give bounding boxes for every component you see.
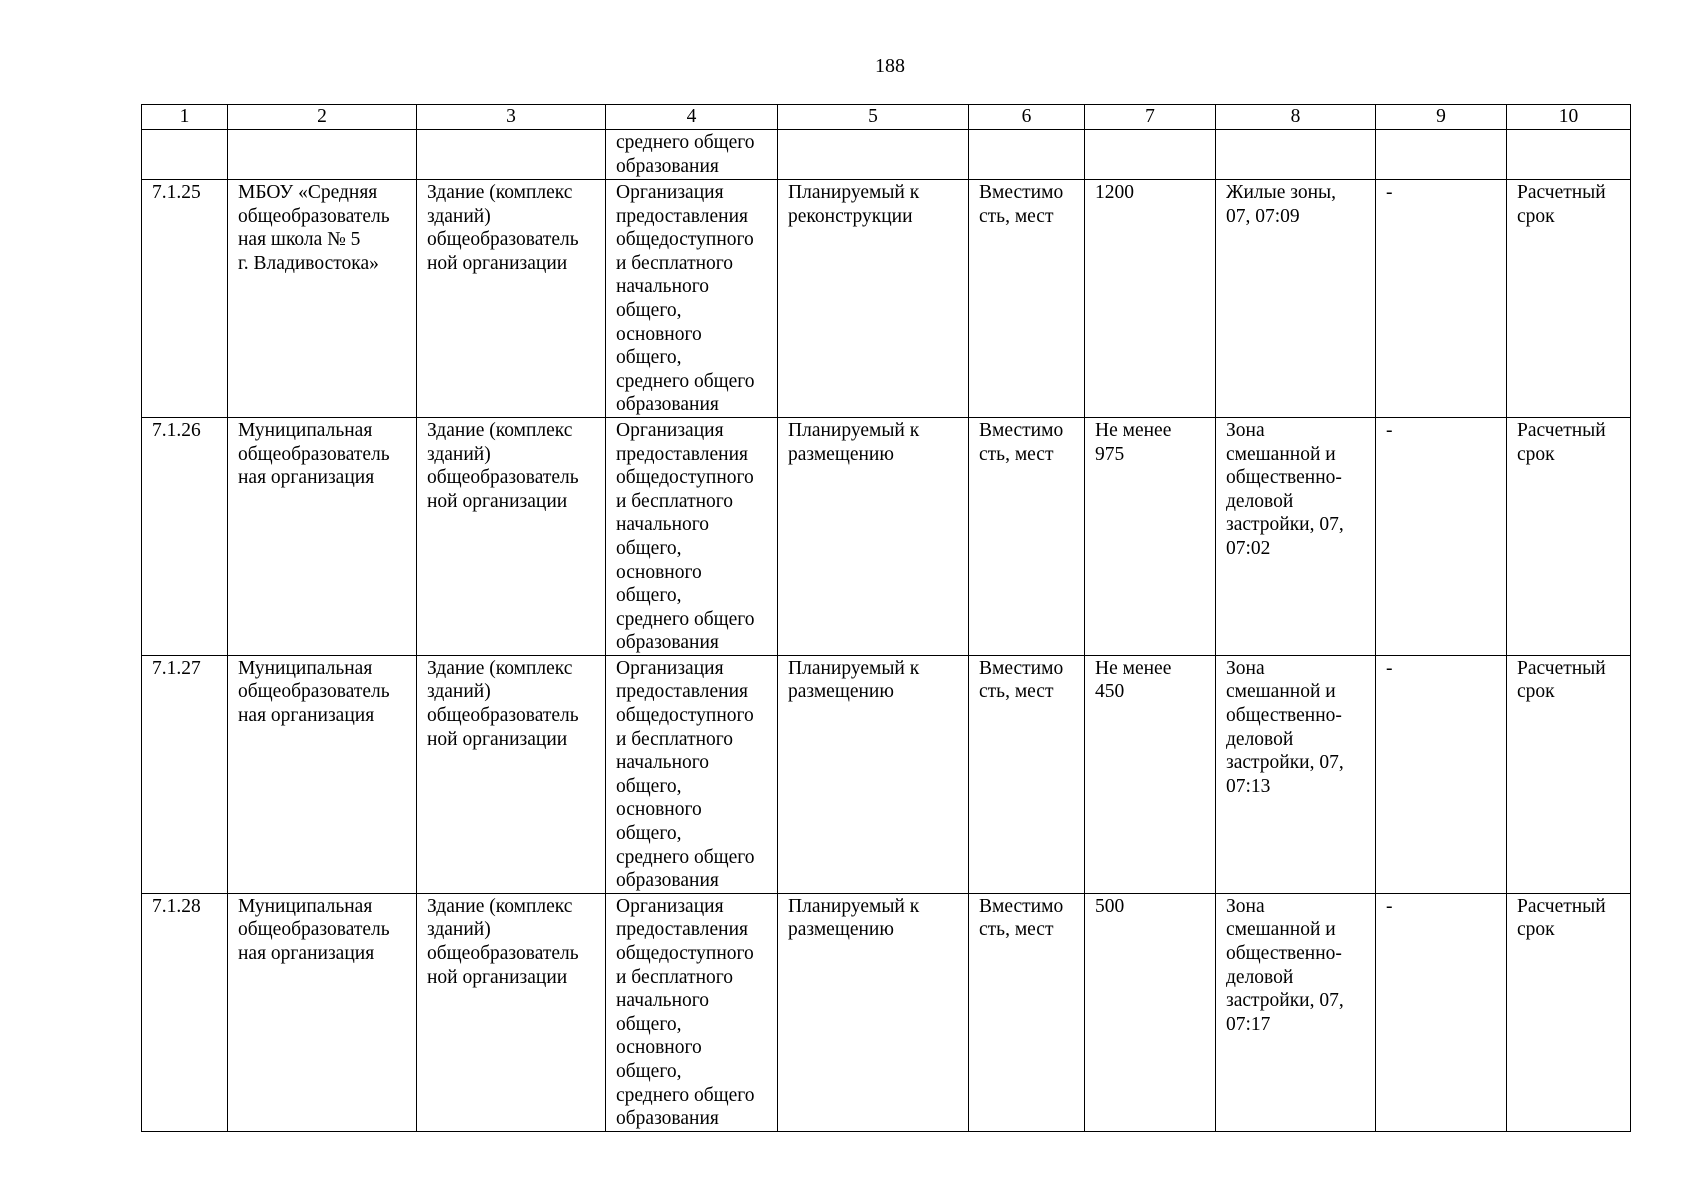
object-type: Здание (комплекс зданий) общеобразователь ной организации — [427, 419, 579, 512]
table-cell — [417, 655, 606, 893]
table-cell — [1085, 130, 1216, 180]
metric-text: Вместимо сть, мест — [979, 182, 1064, 227]
status-text: Планируемый к размещению — [788, 419, 920, 465]
item-number: 7.1.25 — [152, 182, 201, 203]
table-cell — [417, 893, 606, 1131]
table-row — [142, 417, 1631, 655]
column-number-row — [142, 105, 1631, 130]
table-row — [142, 893, 1631, 1131]
table-cell — [1507, 417, 1631, 655]
item-number: 7.1.26 — [152, 419, 201, 441]
organization-name: Муниципальная общеобразователь ная организация — [238, 419, 390, 489]
table-cell — [1376, 130, 1507, 180]
column-9-text: - — [1386, 895, 1393, 917]
table-cell — [1216, 893, 1376, 1131]
table-cell — [1216, 180, 1376, 418]
value-text: 500 — [1095, 895, 1125, 917]
table-cell — [417, 130, 606, 180]
table-cell — [228, 130, 417, 180]
table-row — [142, 180, 1631, 418]
table-cell — [606, 417, 778, 655]
column-number: 8 — [1216, 105, 1376, 130]
table-cell — [142, 130, 228, 180]
table-cell — [1216, 655, 1376, 893]
table-cell — [417, 417, 606, 655]
item-number: 7.1.27 — [152, 657, 201, 679]
table-cell — [969, 130, 1085, 180]
column-number: 1 — [142, 105, 228, 130]
object-type: Здание (комплекс зданий) общеобразователь ной организации — [427, 895, 579, 988]
table-cell — [1376, 893, 1507, 1131]
metric-text: Вместимо сть, мест — [979, 419, 1064, 465]
table-cell — [606, 893, 778, 1131]
column-9-text: - — [1386, 657, 1393, 679]
table-cell — [1216, 417, 1376, 655]
column-9-text: - — [1386, 182, 1393, 203]
table-cell — [228, 655, 417, 893]
value-text: 1200 — [1095, 182, 1134, 203]
metric-text: Вместимо сть, мест — [979, 895, 1064, 941]
purpose-text: Организация предоставления общедоступного и бесплатного начального общего, основного общего, среднего общего образования — [616, 657, 755, 892]
zone-text: Зона смешанной и общественно- деловой застройки, 07, 07:02 — [1226, 419, 1344, 559]
status-text: Планируемый к размещению — [788, 895, 920, 941]
purpose-text: среднего общего образования — [616, 132, 755, 177]
table-cell — [417, 180, 606, 418]
table-cell — [228, 893, 417, 1131]
facilities-table — [141, 104, 1631, 1132]
column-number: 9 — [1376, 105, 1507, 130]
term-text: Расчетный срок — [1517, 657, 1606, 703]
table-cell — [606, 130, 778, 180]
table-cell — [778, 417, 969, 655]
table-cell — [1507, 180, 1631, 418]
column-number: 7 — [1085, 105, 1216, 130]
table-cell — [969, 417, 1085, 655]
table-cell — [1085, 180, 1216, 418]
table-cell — [1376, 180, 1507, 418]
zone-text: Жилые зоны, 07, 07:09 — [1226, 182, 1337, 227]
table-cell — [969, 655, 1085, 893]
table-cell — [1376, 655, 1507, 893]
value-text: Не менее 450 — [1095, 657, 1172, 703]
table-cell — [969, 180, 1085, 418]
continuation-row — [142, 130, 1631, 180]
organization-name: МБОУ «Средняя общеобразователь ная школа № 5 г. Владивостока» — [238, 182, 390, 274]
object-type: Здание (комплекс зданий) общеобразователь ной организации — [427, 182, 579, 274]
page-number: 188 — [875, 55, 905, 77]
table-cell — [969, 893, 1085, 1131]
table-cell — [606, 180, 778, 418]
table-cell — [142, 655, 228, 893]
table-cell — [142, 893, 228, 1131]
metric-text: Вместимо сть, мест — [979, 657, 1064, 703]
table-cell — [228, 180, 417, 418]
column-number: 2 — [228, 105, 417, 130]
table-cell — [778, 655, 969, 893]
object-type: Здание (комплекс зданий) общеобразователь ной организации — [427, 657, 579, 750]
zone-text: Зона смешанной и общественно- деловой застройки, 07, 07:13 — [1226, 657, 1344, 797]
table-cell — [606, 655, 778, 893]
table-cell — [1507, 655, 1631, 893]
table-cell — [142, 180, 228, 418]
column-number: 5 — [778, 105, 969, 130]
table-cell — [1085, 417, 1216, 655]
purpose-text: Организация предоставления общедоступного и бесплатного начального общего, основного общего, среднего общего образования — [616, 895, 755, 1130]
table-cell — [1376, 417, 1507, 655]
column-number: 3 — [417, 105, 606, 130]
zone-text: Зона смешанной и общественно- деловой застройки, 07, 07:17 — [1226, 895, 1344, 1035]
table-cell — [1507, 893, 1631, 1131]
value-text: Не менее 975 — [1095, 419, 1172, 465]
term-text: Расчетный срок — [1517, 895, 1606, 941]
table-cell — [1507, 130, 1631, 180]
table-cell — [778, 893, 969, 1131]
table-cell — [228, 417, 417, 655]
column-number: 4 — [606, 105, 778, 130]
term-text: Расчетный срок — [1517, 182, 1606, 227]
organization-name: Муниципальная общеобразователь ная организация — [238, 895, 390, 964]
purpose-text: Организация предоставления общедоступного и бесплатного начального общего, основного общего, среднего общего образования — [616, 182, 755, 416]
table-cell — [1085, 655, 1216, 893]
column-number: 10 — [1507, 105, 1631, 130]
status-text: Планируемый к размещению — [788, 657, 920, 703]
table-cell — [778, 130, 969, 180]
table-row — [142, 655, 1631, 893]
item-number: 7.1.28 — [152, 895, 201, 917]
table-cell — [778, 180, 969, 418]
term-text: Расчетный срок — [1517, 419, 1606, 465]
table-cell — [142, 417, 228, 655]
table-cell — [1085, 893, 1216, 1131]
purpose-text: Организация предоставления общедоступного и бесплатного начального общего, основного общего, среднего общего образования — [616, 419, 755, 654]
table-cell — [1216, 130, 1376, 180]
column-9-text: - — [1386, 419, 1393, 441]
organization-name: Муниципальная общеобразователь ная организация — [238, 657, 390, 727]
status-text: Планируемый к реконструкции — [788, 182, 920, 227]
column-number: 6 — [969, 105, 1085, 130]
